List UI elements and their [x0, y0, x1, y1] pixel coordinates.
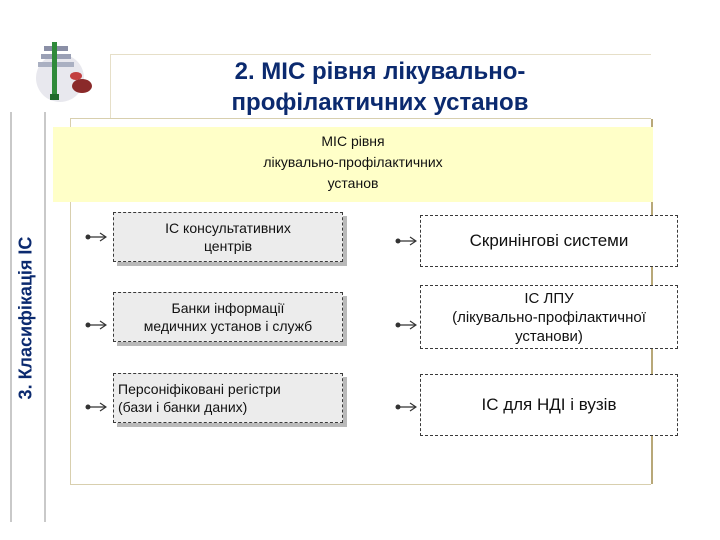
node-label: ІС ЛПУ: [524, 289, 574, 307]
node-label: ІС для НДІ і вузів: [481, 395, 617, 414]
node-label: медичних установ і служб: [143, 318, 313, 334]
node-label: Банки інформації: [171, 300, 285, 316]
arrow-icon: [85, 402, 107, 412]
node-personal-registers: [113, 373, 343, 423]
node-is-lpu: [420, 285, 678, 349]
node-label: ІС консультативних: [165, 220, 291, 236]
node-label: (лікувально-профілактичної: [452, 308, 646, 326]
side-label: 3. Класифікація ІС: [15, 236, 36, 400]
node-consulting-centers: [113, 212, 343, 262]
node-label: центрів: [203, 238, 253, 254]
arrow-icon: [395, 236, 417, 246]
arrow-icon: [85, 232, 107, 242]
title-line-2: профілактичних установ: [231, 89, 529, 116]
node-info-banks: [113, 292, 343, 342]
title-line-1: 2. МІС рівня лікувально-: [234, 58, 526, 85]
page-title: [120, 56, 640, 118]
central-node-line-2: лікувально-профілактичних: [263, 154, 443, 170]
node-screening-systems: [420, 215, 678, 267]
central-node-line-3: установ: [327, 175, 379, 191]
node-label: Скринінгові системи: [469, 231, 629, 250]
central-node: [53, 127, 653, 202]
lab-logo-icon: [14, 30, 104, 110]
arrow-icon: [395, 402, 417, 412]
arrow-icon: [395, 320, 417, 330]
node-label: Персоніфіковані регістри: [118, 381, 281, 397]
node-research-universities: [420, 374, 678, 436]
node-label: (бази і банки даних): [118, 399, 248, 415]
arrow-icon: [85, 320, 107, 330]
node-label: установи): [515, 327, 583, 345]
central-node-line-1: МІС рівня: [321, 133, 385, 149]
